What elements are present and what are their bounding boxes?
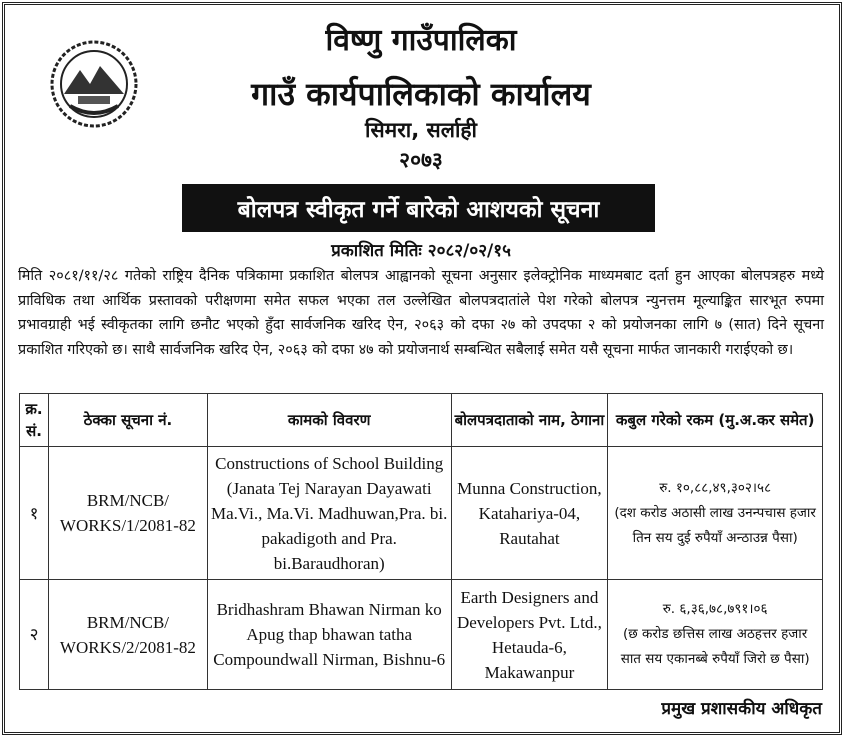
established-year: २०७३ bbox=[399, 148, 443, 172]
published-date: प्रकाशित मितिः २०८२/०२/१५ bbox=[331, 241, 511, 261]
col-bidder: बोलपत्रदाताको नाम, ठेगाना bbox=[451, 394, 608, 447]
signatory-title: प्रमुख प्रशासकीय अधिकृत bbox=[661, 699, 822, 719]
amount-words: (दश करोड अठासी लाख उनन्पचास हजार तिन सय दुई रुपैयाँ अन्ठाउन्न पैसा) bbox=[614, 504, 816, 546]
amount-figure: रु. १०,८८,४९,३०२।५८ bbox=[659, 479, 772, 496]
table-row bbox=[20, 580, 823, 690]
office-address: सिमरा, सर्लाही bbox=[365, 118, 477, 142]
notice-title: बोलपत्र स्वीकृत गर्ने बारेको आशयको सूचना bbox=[182, 184, 655, 232]
office-name: गाउँ कार्यपालिकाको कार्यालय bbox=[251, 75, 591, 113]
col-sn: क्र. सं. bbox=[20, 394, 49, 447]
col-description: कामको विवरण bbox=[207, 394, 451, 447]
cell-amount bbox=[608, 447, 823, 580]
cell-bidder: Munna Construction, Katahariya-04, Rautahat bbox=[451, 447, 608, 580]
amount-words: (छ करोड छत्तिस लाख अठहत्तर हजार सात सय एकानब्बे रुपैयाँ जिरो छ पैसा) bbox=[620, 626, 810, 667]
notice-body: मिति २०८१/११/२८ गतेको राष्ट्रिय दैनिक पत्रिकामा प्रकाशित बोलपत्र आह्वानको सूचना अनुसार इलेक्ट्रोनिक माध्यमबाट दर्ता हुन आएका बोलपत्रहरु मध्ये प्राविधिक तथा आर्थिक प्रस्तावको परीक्षणमा समेत सफल भएका तल उल्लेखित बोलपत्रदातांले पेश गरेको बोलपत्र न्युनत्तम मूल्याङ्कित सारभूत रुपमा प्रभावग्राही भई स्वीकृतका लागि छनौट भएको हुँदा सार्वजनिक खरिद ऐन, २०६३ को दफा २७ को उपदफा २ को प्रयोजनका लागि ७ (सात) दिने सूचना प्रकाशित गरिएको छ। साथै सार्वजनिक खरिद ऐन, २०६३ को दफा ४७ को प्रयोजनार्थ सम्बन्धित सबैलाई समेत यसै सूचना मार्फत जानकारी गराईएको छ। bbox=[18, 268, 824, 358]
cell-contract-no: BRM/NCB/ WORKS/2/2081-82 bbox=[48, 580, 207, 690]
table-row bbox=[20, 447, 823, 580]
cell-sn: १ bbox=[20, 447, 49, 580]
cell-description: Constructions of School Building (Janata Tej Narayan Dayawati Ma.Vi., Ma.Vi. Madhuwan,Pra. bi. pakadigoth and Pra. bi.Baraudhoran) bbox=[207, 447, 451, 580]
cell-contract-no: BRM/NCB/ WORKS/1/2081-82 bbox=[48, 447, 207, 580]
amount-figure: रु. ६,३६,७८,७९१।०६ bbox=[662, 601, 768, 617]
col-amount: कबुल गरेको रकम (मु.अ.कर समेत) bbox=[608, 394, 823, 447]
col-contract-no: ठेक्का सूचना नं. bbox=[48, 394, 207, 447]
table-header-row bbox=[20, 394, 823, 447]
cell-sn: २ bbox=[20, 580, 49, 690]
municipality-name: विष्णु गाउँपालिका bbox=[325, 23, 517, 58]
cell-bidder: Earth Designers and Developers Pvt. Ltd., Hetauda-6, Makawanpur bbox=[451, 580, 608, 690]
bid-table bbox=[19, 393, 823, 690]
cell-description: Bridhashram Bhawan Nirman ko Apug thap bhawan tatha Compoundwall Nirman, Bishnu-6 bbox=[207, 580, 451, 690]
cell-amount bbox=[608, 580, 823, 690]
